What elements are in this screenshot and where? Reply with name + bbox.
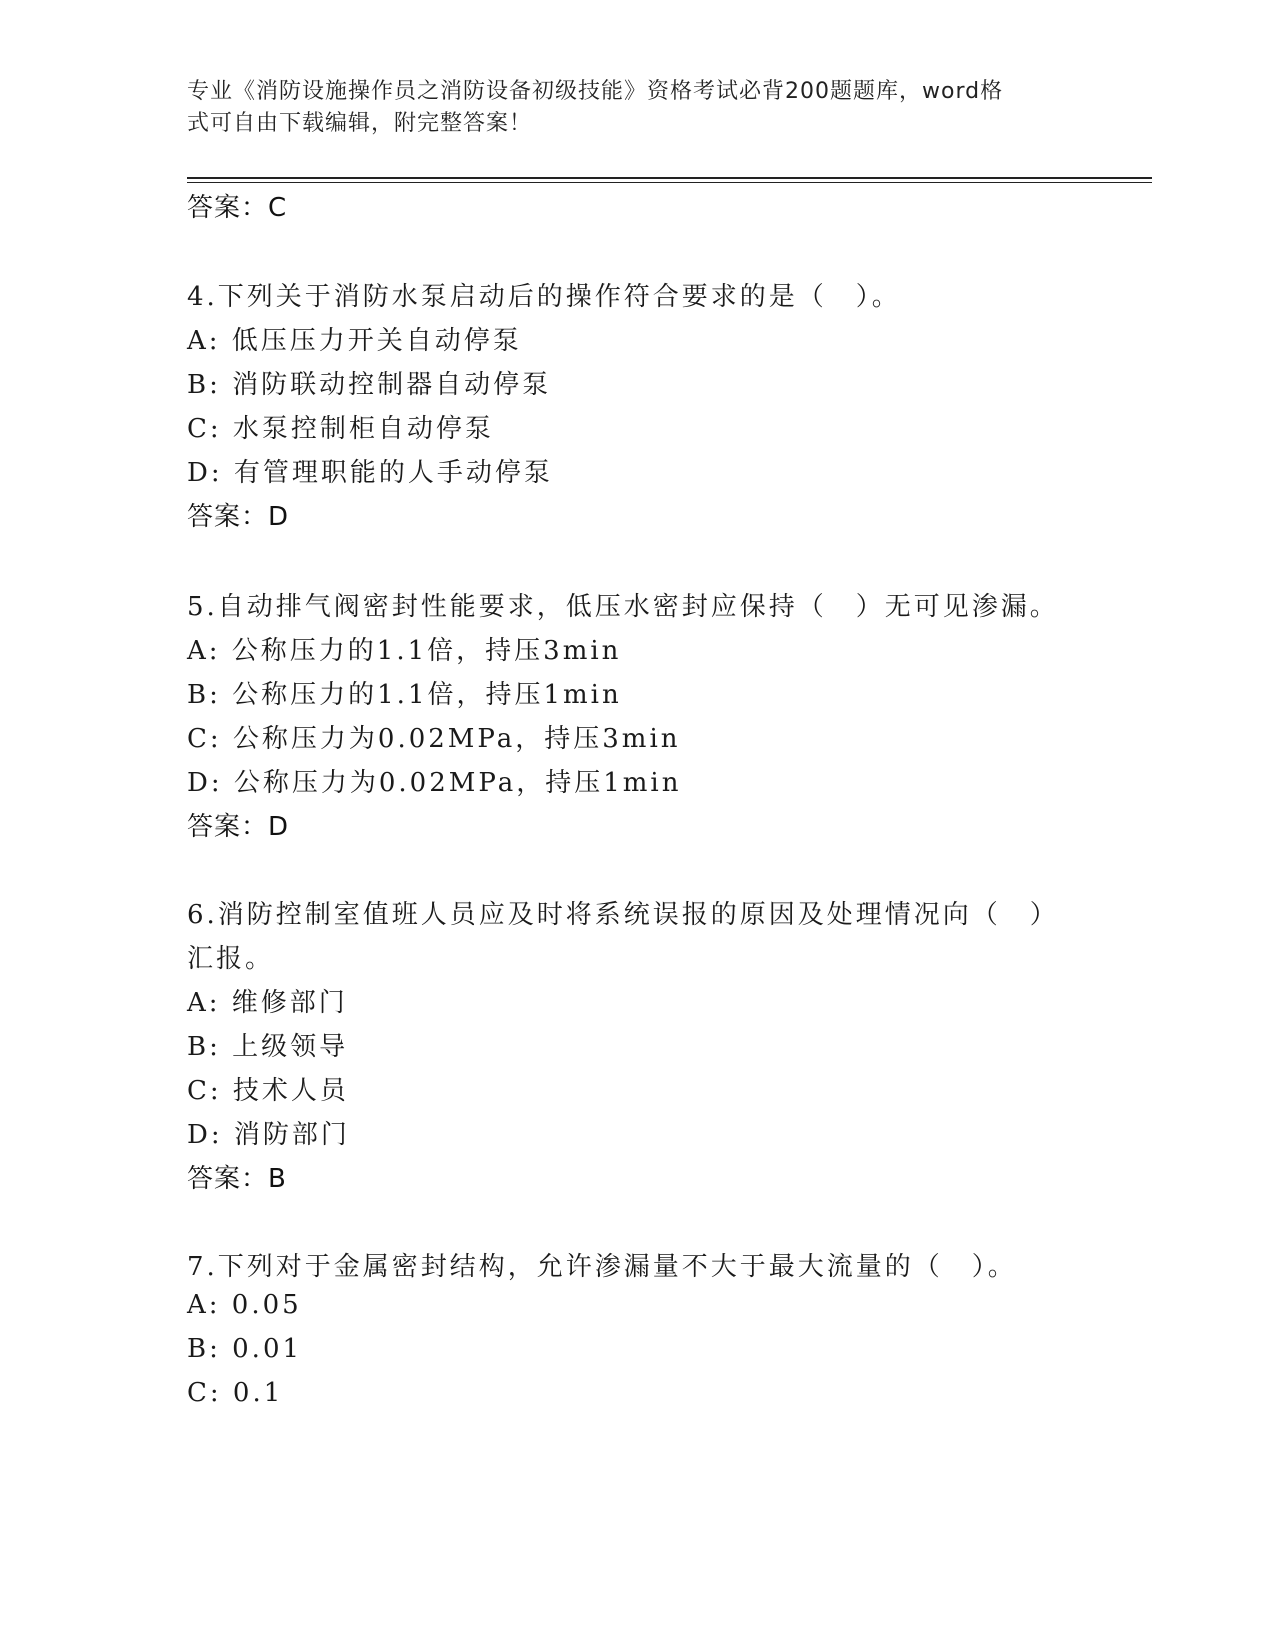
question-7-option-b: B: 0.01: [187, 1334, 303, 1364]
question-4-option-d: D: 有管理职能的人手动停泵: [187, 458, 553, 488]
question-6-option-a: A: 维修部门: [187, 988, 348, 1018]
question-6-stem-line-2: 汇报。: [187, 944, 275, 974]
question-5-option-a: A: 公称压力的1.1倍，持压3min: [187, 636, 622, 666]
answer-q6: 答案：B: [187, 1164, 287, 1194]
question-5-option-c: C: 公称压力为0.02MPa，持压3min: [187, 724, 681, 754]
question-7-option-c: C: 0.1: [187, 1378, 284, 1408]
question-4-option-b: B: 消防联动控制器自动停泵: [187, 370, 552, 400]
question-4-option-a: A: 低压压力开关自动停泵: [187, 326, 522, 356]
answer-q4: 答案：D: [187, 502, 290, 532]
question-7-stem: 7.下列对于金属密封结构，允许渗漏量不大于最大流量的（ ）。: [187, 1252, 1017, 1282]
question-4-option-c: C: 水泵控制柜自动停泵: [187, 414, 494, 444]
header-divider-thin: [187, 182, 1152, 183]
question-7-option-a: A: 0.05: [187, 1290, 302, 1320]
answer-q3: 答案：C: [187, 193, 288, 223]
header-line-1: 专业《消防设施操作员之消防设备初级技能》资格考试必背200题题库，word格: [187, 79, 1004, 104]
question-5-option-d: D: 公称压力为0.02MPa，持压1min: [187, 768, 682, 798]
answer-q5: 答案：D: [187, 812, 290, 842]
question-6-option-b: B: 上级领导: [187, 1032, 349, 1062]
question-6-option-d: D: 消防部门: [187, 1120, 350, 1150]
document-header: [187, 76, 1067, 140]
question-5-option-b: B: 公称压力的1.1倍，持压1min: [187, 680, 622, 710]
header-line-2: 式可自由下载编辑，附完整答案！: [187, 111, 533, 136]
question-4-stem: 4.下列关于消防水泵启动后的操作符合要求的是（ ）。: [187, 282, 901, 312]
question-5-stem: 5.自动排气阀密封性能要求，低压水密封应保持（ ）无可见渗漏。: [187, 592, 1059, 622]
question-6-stem-line-1: 6.消防控制室值班人员应及时将系统误报的原因及处理情况向（ ）: [187, 900, 1059, 930]
header-divider-thick: [187, 177, 1152, 179]
question-6-option-c: C: 技术人员: [187, 1076, 349, 1106]
